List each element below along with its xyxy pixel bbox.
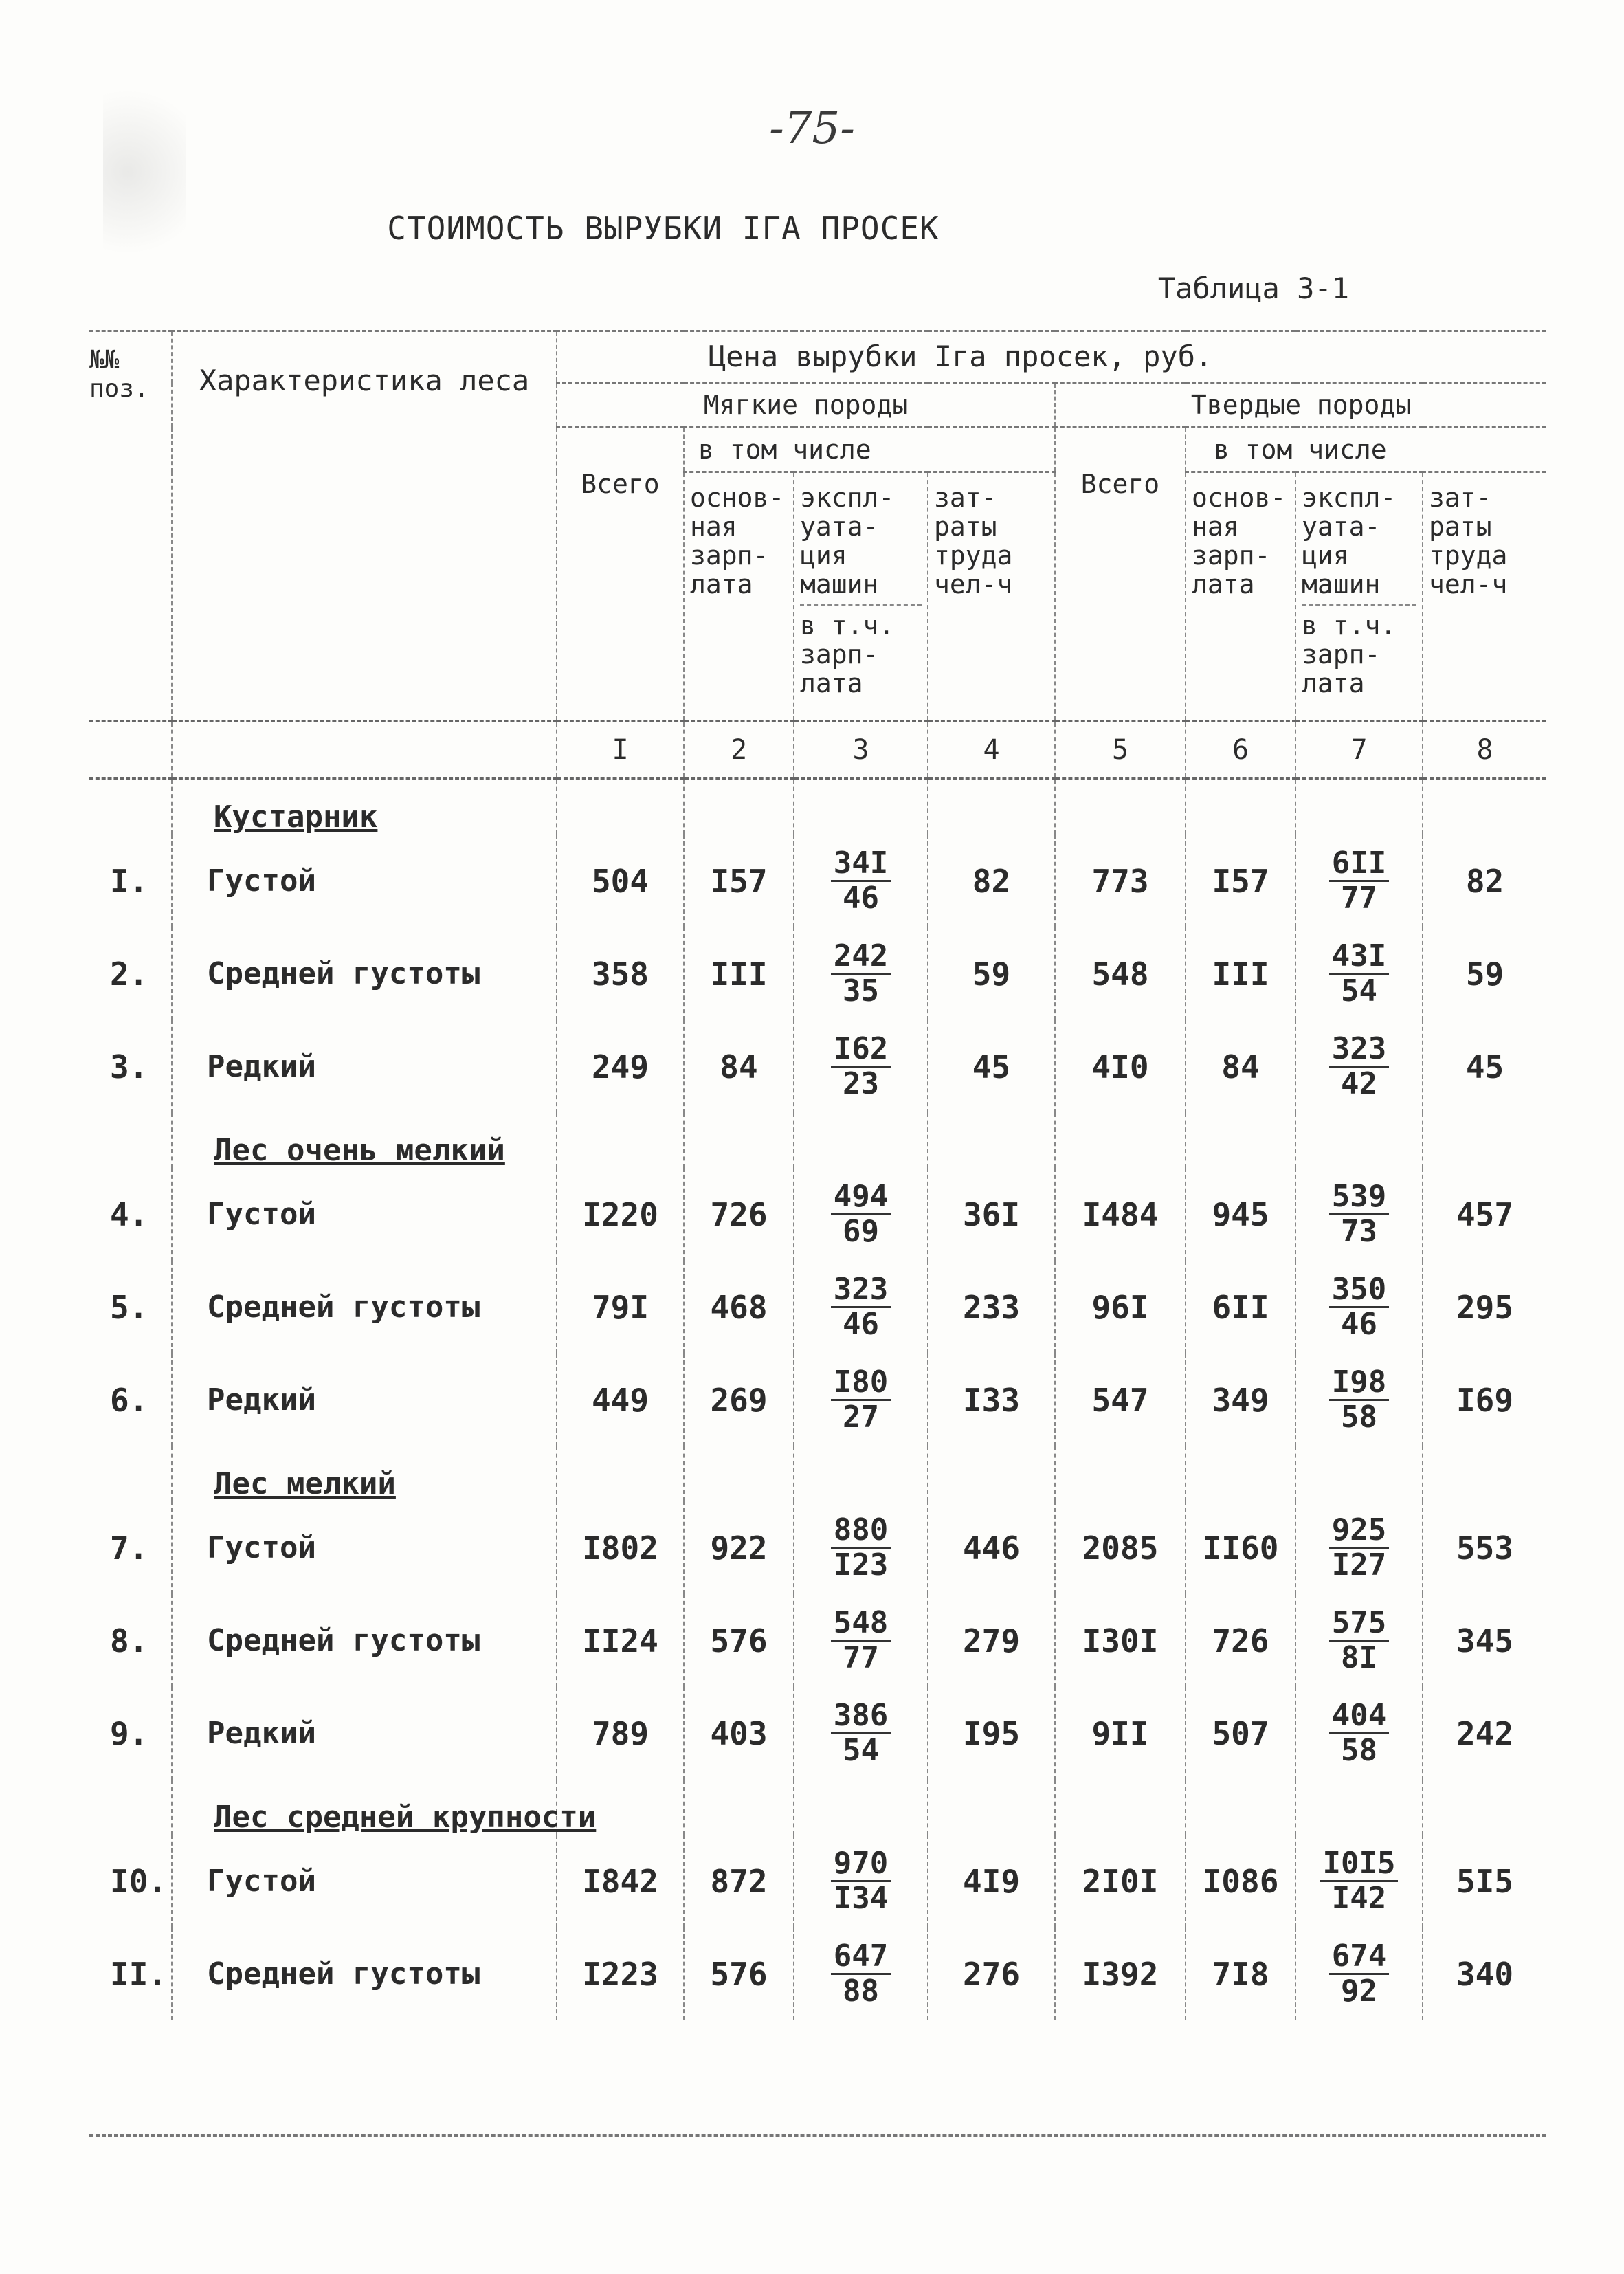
hard-total: 547 xyxy=(1055,1354,1186,1446)
fraction-numerator: 6II xyxy=(1329,847,1389,882)
column-number: 7 xyxy=(1295,722,1423,779)
soft-labor: 4I9 xyxy=(928,1835,1055,1928)
hard-exploitation xyxy=(1329,1033,1389,1101)
header-pos: №№ поз. xyxy=(89,346,149,403)
row-name: Густой xyxy=(172,1501,557,1594)
fraction-numerator: 925 xyxy=(1329,1514,1389,1549)
soft-labor: I33 xyxy=(928,1354,1055,1446)
fraction-denominator: 27 xyxy=(843,1400,879,1435)
table-row xyxy=(89,1354,1546,1446)
hard-base-wage: 6II xyxy=(1186,1261,1295,1354)
soft-total: 789 xyxy=(557,1687,684,1780)
fraction-numerator: 323 xyxy=(1329,1033,1389,1068)
hard-labor: 5I5 xyxy=(1423,1835,1546,1928)
soft-labor: 276 xyxy=(928,1928,1055,2020)
soft-base-wage: 872 xyxy=(684,1835,794,1928)
column-numbers-row xyxy=(89,722,1546,779)
fraction-numerator: 494 xyxy=(831,1180,891,1215)
hard-total: I30I xyxy=(1055,1594,1186,1687)
table-row xyxy=(89,1928,1546,2020)
soft-base-wage: 576 xyxy=(684,1928,794,2020)
table-row xyxy=(89,1835,1546,1928)
hard-labor: 340 xyxy=(1423,1928,1546,2020)
fraction-numerator: 548 xyxy=(831,1607,891,1642)
table-row xyxy=(89,1687,1546,1780)
hard-labor: 295 xyxy=(1423,1261,1546,1354)
group-row xyxy=(89,1113,1546,1168)
fraction-denominator: 35 xyxy=(843,973,879,1008)
fraction-denominator: I34 xyxy=(833,1881,889,1916)
hard-base-wage: II60 xyxy=(1186,1501,1295,1594)
fraction-numerator: 970 xyxy=(831,1847,891,1882)
row-pos: I. xyxy=(110,862,148,900)
soft-base-wage: I57 xyxy=(684,835,794,927)
soft-exploitation xyxy=(831,1699,891,1767)
row-name: Редкий xyxy=(172,1354,557,1446)
soft-total: 449 xyxy=(557,1354,684,1446)
table-row xyxy=(89,1261,1546,1354)
soft-base-wage: 576 xyxy=(684,1594,794,1687)
soft-exploitation xyxy=(831,1366,891,1434)
row-pos: 4. xyxy=(110,1195,148,1233)
hard-exploitation xyxy=(1329,847,1389,915)
hard-base-wage: 507 xyxy=(1186,1687,1295,1780)
soft-base-wage: 84 xyxy=(684,1020,794,1113)
soft-base-wage: III xyxy=(684,927,794,1020)
soft-exploitation xyxy=(831,1514,891,1582)
hard-labor: 59 xyxy=(1423,927,1546,1020)
fraction-denominator: 73 xyxy=(1341,1214,1377,1249)
hard-base-wage: 945 xyxy=(1186,1168,1295,1261)
soft-exploitation xyxy=(831,1940,891,2008)
column-number: 5 xyxy=(1055,722,1186,779)
hard-exploitation xyxy=(1329,1273,1389,1341)
table-label: Таблица 3-1 xyxy=(1157,272,1349,305)
group-name: Лес мелкий xyxy=(172,1446,557,1501)
header-labor-hard: зат- раты труда чел-ч xyxy=(1423,472,1546,722)
header-base-wage-hard: основ- ная зарп- лата xyxy=(1186,472,1295,722)
page-title: СТОИМОСТЬ ВЫРУБКИ IГА ПРОСЕК xyxy=(387,210,939,247)
soft-total: I842 xyxy=(557,1835,684,1928)
group-name: Кустарник xyxy=(172,779,557,835)
row-pos: II. xyxy=(110,1955,168,1993)
fraction-numerator: I62 xyxy=(831,1033,891,1068)
header-exploitation-hard: экспл- уата- ция машин xyxy=(1302,483,1416,606)
row-pos: 7. xyxy=(110,1529,148,1567)
fraction-denominator: I42 xyxy=(1331,1881,1387,1916)
hard-labor: 553 xyxy=(1423,1501,1546,1594)
hard-base-wage: I57 xyxy=(1186,835,1295,927)
soft-exploitation xyxy=(831,1180,891,1248)
group-name: Лес средней крупности xyxy=(172,1780,557,1835)
fraction-denominator: 58 xyxy=(1341,1733,1377,1768)
soft-base-wage: 922 xyxy=(684,1501,794,1594)
hard-total: 2085 xyxy=(1055,1501,1186,1594)
fraction-denominator: 54 xyxy=(1341,973,1377,1008)
hard-base-wage: 349 xyxy=(1186,1354,1295,1446)
fraction-numerator: 674 xyxy=(1329,1940,1389,1975)
group-row xyxy=(89,1446,1546,1501)
hard-exploitation xyxy=(1329,1180,1389,1248)
row-name: Редкий xyxy=(172,1020,557,1113)
soft-total: 504 xyxy=(557,835,684,927)
table-row xyxy=(89,927,1546,1020)
soft-total: I802 xyxy=(557,1501,684,1594)
soft-base-wage: 726 xyxy=(684,1168,794,1261)
fraction-numerator: 43I xyxy=(1329,940,1389,975)
fraction-denominator: I23 xyxy=(833,1547,889,1582)
soft-total: 79I xyxy=(557,1261,684,1354)
fraction-numerator: 242 xyxy=(831,940,891,975)
soft-exploitation xyxy=(831,1273,891,1341)
table-bottom-border xyxy=(89,2134,1546,2137)
fraction-numerator: 647 xyxy=(831,1940,891,1975)
page-number: -75- xyxy=(769,103,855,154)
column-number: 2 xyxy=(684,722,794,779)
hard-total: I484 xyxy=(1055,1168,1186,1261)
header-incl-soft: в том числе xyxy=(684,428,1055,472)
fraction-numerator: 323 xyxy=(831,1273,891,1308)
soft-base-wage: 269 xyxy=(684,1354,794,1446)
fraction-denominator: 54 xyxy=(843,1733,879,1768)
row-pos: 2. xyxy=(110,955,148,993)
soft-base-wage: 468 xyxy=(684,1261,794,1354)
header-hard: Твердые породы xyxy=(1055,383,1546,428)
column-number: I xyxy=(557,722,684,779)
fraction-denominator: 92 xyxy=(1341,1974,1377,2009)
column-number: 8 xyxy=(1423,722,1546,779)
soft-exploitation xyxy=(831,1607,891,1675)
row-pos: 6. xyxy=(110,1381,148,1419)
row-name: Средней густоты xyxy=(172,927,557,1020)
fraction-denominator: 42 xyxy=(1341,1066,1377,1101)
row-name: Густой xyxy=(172,1168,557,1261)
hard-base-wage: III xyxy=(1186,927,1295,1020)
header-incl-wage-hard: в т.ч. зарп- лата xyxy=(1302,610,1397,698)
table-row xyxy=(89,1168,1546,1261)
fraction-denominator: 46 xyxy=(1341,1307,1377,1342)
soft-labor: 36I xyxy=(928,1168,1055,1261)
fraction-denominator: 77 xyxy=(843,1640,879,1675)
soft-exploitation xyxy=(831,1033,891,1101)
header-characteristic: Характеристика леса xyxy=(172,331,557,722)
row-name: Средней густоты xyxy=(172,1928,557,2020)
soft-total: 249 xyxy=(557,1020,684,1113)
table-row xyxy=(89,1501,1546,1594)
fraction-denominator: 8I xyxy=(1341,1640,1377,1675)
row-pos: I0. xyxy=(110,1862,168,1900)
header-exploitation-soft: экспл- уата- ция машин xyxy=(800,483,922,606)
group-row xyxy=(89,1780,1546,1835)
fraction-denominator: 69 xyxy=(843,1214,879,1249)
hard-total: 773 xyxy=(1055,835,1186,927)
fraction-numerator: I98 xyxy=(1329,1366,1389,1401)
hard-base-wage: 7I8 xyxy=(1186,1928,1295,2020)
fraction-numerator: I0I5 xyxy=(1320,1847,1399,1882)
fraction-numerator: 539 xyxy=(1329,1180,1389,1215)
row-name: Средней густоты xyxy=(172,1261,557,1354)
row-name: Редкий xyxy=(172,1687,557,1780)
column-number: 6 xyxy=(1186,722,1295,779)
hard-base-wage: 84 xyxy=(1186,1020,1295,1113)
fraction-denominator: 77 xyxy=(1341,881,1377,916)
soft-labor: 279 xyxy=(928,1594,1055,1687)
soft-labor: 59 xyxy=(928,927,1055,1020)
fraction-denominator: 23 xyxy=(843,1066,879,1101)
hard-labor: 45 xyxy=(1423,1020,1546,1113)
cost-table xyxy=(89,330,1546,2020)
column-number: 4 xyxy=(928,722,1055,779)
hard-total: 4I0 xyxy=(1055,1020,1186,1113)
hard-total: I392 xyxy=(1055,1928,1186,2020)
fraction-numerator: 350 xyxy=(1329,1273,1389,1308)
hard-labor: 82 xyxy=(1423,835,1546,927)
fraction-denominator: 46 xyxy=(843,881,879,916)
soft-labor: 233 xyxy=(928,1261,1055,1354)
header-base-wage-soft: основ- ная зарп- лата xyxy=(684,472,794,722)
fraction-numerator: I80 xyxy=(831,1366,891,1401)
hard-base-wage: 726 xyxy=(1186,1594,1295,1687)
fraction-denominator: 58 xyxy=(1341,1400,1377,1435)
header-incl-hard: в том числе xyxy=(1186,428,1546,472)
header-soft: Мягкие породы xyxy=(557,383,1055,428)
fraction-denominator: I27 xyxy=(1331,1547,1387,1582)
hard-labor: 242 xyxy=(1423,1687,1546,1780)
row-name: Густой xyxy=(172,835,557,927)
soft-labor: I95 xyxy=(928,1687,1055,1780)
row-name: Средней густоты xyxy=(172,1594,557,1687)
fraction-numerator: 880 xyxy=(831,1514,891,1549)
soft-exploitation xyxy=(831,847,891,915)
soft-labor: 446 xyxy=(928,1501,1055,1594)
table-row xyxy=(89,1594,1546,1687)
hard-total: 9II xyxy=(1055,1687,1186,1780)
hard-exploitation xyxy=(1329,1514,1389,1582)
row-pos: 8. xyxy=(110,1622,148,1659)
hard-labor: 345 xyxy=(1423,1594,1546,1687)
soft-exploitation xyxy=(831,1847,891,1915)
fraction-denominator: 88 xyxy=(843,1974,879,2009)
fraction-denominator: 46 xyxy=(843,1307,879,1342)
header-total-soft: Всего xyxy=(557,428,684,722)
soft-total: I223 xyxy=(557,1928,684,2020)
soft-labor: 45 xyxy=(928,1020,1055,1113)
hard-total: 96I xyxy=(1055,1261,1186,1354)
header-incl-wage-soft: в т.ч. зарп- лата xyxy=(800,610,895,698)
hard-labor: 457 xyxy=(1423,1168,1546,1261)
fraction-numerator: 575 xyxy=(1329,1607,1389,1642)
table-row xyxy=(89,1020,1546,1113)
row-pos: 3. xyxy=(110,1048,148,1085)
fraction-numerator: 404 xyxy=(1329,1699,1389,1734)
hard-exploitation xyxy=(1329,1940,1389,2008)
hard-exploitation xyxy=(1329,940,1389,1008)
soft-base-wage: 403 xyxy=(684,1687,794,1780)
soft-total: 358 xyxy=(557,927,684,1020)
hard-exploitation xyxy=(1329,1699,1389,1767)
hard-exploitation xyxy=(1329,1607,1389,1675)
column-number: 3 xyxy=(794,722,928,779)
hard-exploitation xyxy=(1320,1847,1399,1915)
header-total-hard: Всего xyxy=(1055,428,1186,722)
row-name: Густой xyxy=(172,1835,557,1928)
hard-labor: I69 xyxy=(1423,1354,1546,1446)
group-row xyxy=(89,779,1546,835)
hard-total: 548 xyxy=(1055,927,1186,1020)
header-labor-soft: зат- раты труда чел-ч xyxy=(928,472,1055,722)
soft-total: II24 xyxy=(557,1594,684,1687)
hard-exploitation xyxy=(1329,1366,1389,1434)
header-price: Цена вырубки Iга просек, руб. xyxy=(557,331,1546,383)
group-name: Лес очень мелкий xyxy=(172,1113,557,1168)
hard-base-wage: I086 xyxy=(1186,1835,1295,1928)
hard-total: 2I0I xyxy=(1055,1835,1186,1928)
row-pos: 5. xyxy=(110,1288,148,1326)
soft-total: I220 xyxy=(557,1168,684,1261)
soft-exploitation xyxy=(831,940,891,1008)
table-row xyxy=(89,835,1546,927)
fraction-numerator: 386 xyxy=(831,1699,891,1734)
fraction-numerator: 34I xyxy=(831,847,891,882)
row-pos: 9. xyxy=(110,1714,148,1752)
soft-labor: 82 xyxy=(928,835,1055,927)
